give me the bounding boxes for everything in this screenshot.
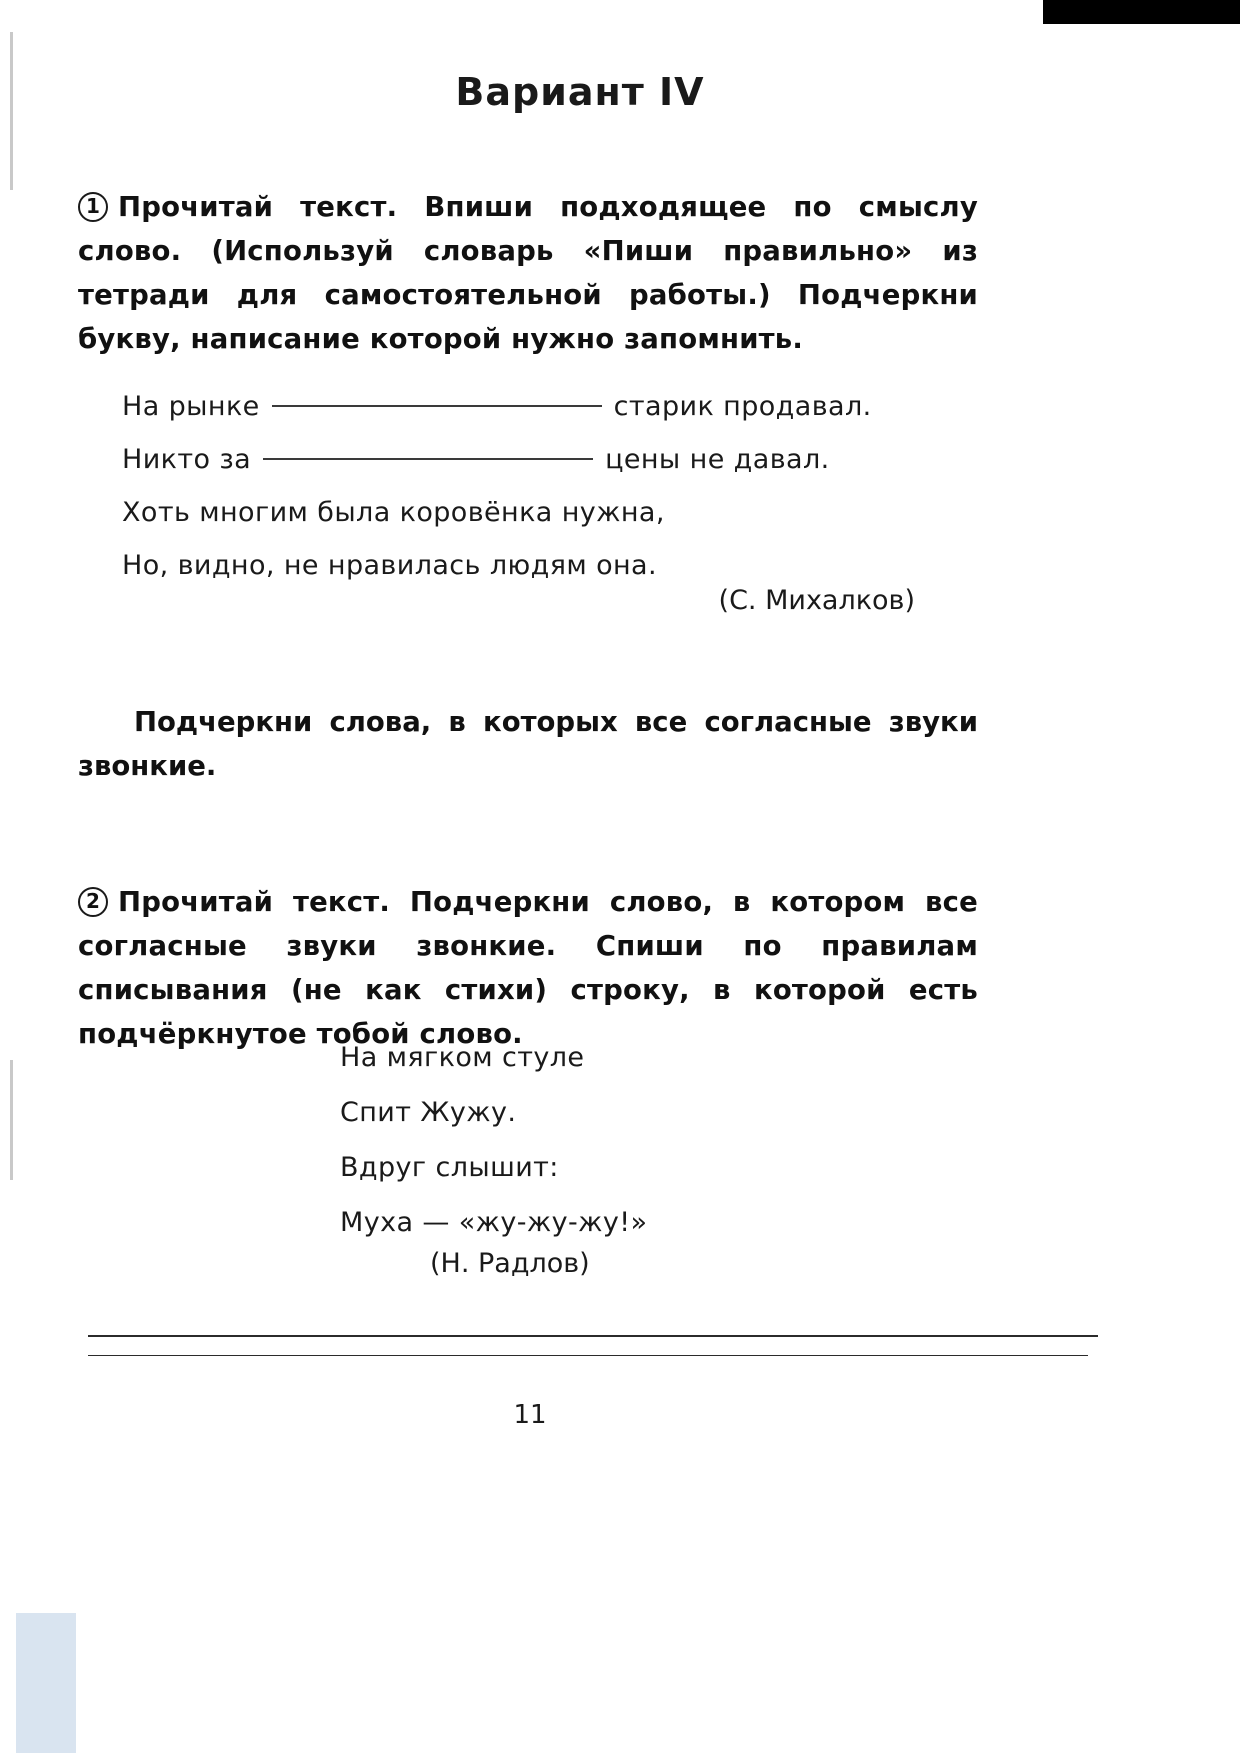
scan-edge-left <box>0 0 16 1753</box>
task-1-number: 1 <box>78 192 108 222</box>
poem-2-line-1: На мягком стуле <box>340 1042 585 1073</box>
page-title: Вариант IV <box>455 70 705 114</box>
poem-2 <box>340 1030 647 1250</box>
poem-2-line-4: Муха — «жу-жу-жу!» <box>340 1207 648 1238</box>
task-1-text: Прочитай текст. Впиши подходящее по смыслу слово. (Используй словарь «Пиши правильно» из тетради для самостоятельной работы.) Подчеркни букву, написание которой нужно запомнить. <box>78 191 978 355</box>
task-1-instruction <box>78 185 978 361</box>
scan-artifact-left-lower <box>10 1060 13 1180</box>
poem-1-line-3: Хоть многим была коровёнка нужна, <box>122 497 665 528</box>
poem-2-line-2: Спит Жужу. <box>340 1097 517 1128</box>
scan-artifact-top <box>1043 0 1240 24</box>
task-1-subinstruction: Подчеркни слова, в которых все согласные звуки звонкие. <box>78 706 978 782</box>
poem-1-line-2-after: цены не давал. <box>605 444 830 475</box>
poem-1-line-2 <box>122 433 1022 486</box>
poem-2-attribution: (Н. Радлов) <box>430 1248 590 1279</box>
poem-1-line-1-after: старик продавал. <box>613 391 872 422</box>
poem-1-line-1-before: На рынке <box>122 391 260 422</box>
poem-1-line-1 <box>122 380 1022 433</box>
poem-1-attribution: (С. Михалков) <box>718 585 915 616</box>
fill-in-blank-1[interactable] <box>272 404 602 407</box>
footer-divider-upper <box>88 1335 1098 1337</box>
scan-artifact-bottom <box>16 1613 76 1753</box>
poem-1-line-2-before: Никто за <box>122 444 252 475</box>
poem-2-line-3: Вдруг слышит: <box>340 1152 559 1183</box>
page-number: 11 <box>513 1400 547 1430</box>
fill-in-blank-2[interactable] <box>263 457 593 460</box>
poem-1 <box>122 380 1022 592</box>
task-2-number: 2 <box>78 887 108 917</box>
poem-1-line-4: Но, видно, не нравилась людям она. <box>122 550 657 581</box>
footer-divider-lower <box>88 1355 1088 1356</box>
task-2-text: Прочитай текст. Подчеркни слово, в котором все согласные звуки звонкие. Спиши по правилам списывания (не как стихи) строку, в которой есть подчёркнутое тобой слово. <box>78 886 978 1050</box>
